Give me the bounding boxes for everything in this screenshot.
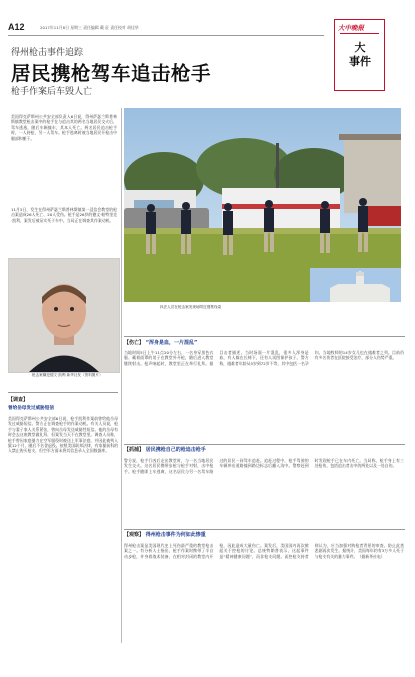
suspect-portrait xyxy=(8,258,120,373)
page-number: A12 xyxy=(8,22,25,32)
section-body-pursuit: 警方说，枪手行凶后走出教堂时，与一名当地居民发生交火。这名居民携带步枪与枪手对射，击中枪手。枪手随即上车逃离，这名居民与另一名驾车路过的居民一同驾车追赶。追赶过程中，枪手驾驶的车辆冲出道路撞到路边标志后翻入沟中。警察赶到时发现枪手已在车内死亡。当局称，枪手身上有三处枪伤，包括追击者击中的两处以及一处自伤。 xyxy=(124,458,404,474)
portrait-caption: 枪击案嫌犯德文·凯利 新华社发（资料图片） xyxy=(32,373,103,377)
kicker: 得州枪击事件追踪 xyxy=(11,48,84,58)
lead-paragraph-1: 美国得克萨斯州公共安全部负责人6日说，得州萨瑟兰斯普林斯镇教堂枪击案中的枪手在与追击其的两名当地居民交火后，驾车逃逸，随后车辆撞车，其本人死亡。两名居民追击枪手时，一人持枪，另一人驾车。枪手逃离时被当地居民开枪击中腿部和躯干。 xyxy=(11,114,117,141)
analysis-title-tag: 【观察】 xyxy=(124,532,145,538)
brand-logo: 大中晚报 xyxy=(338,24,364,32)
section-head-investigation: 曾给岳母发过威胁短信 xyxy=(8,406,54,411)
section-label: 大 事件 xyxy=(349,41,371,68)
section-title-casualties xyxy=(124,339,197,346)
casualties-head: “浑身是血，一片混乱” xyxy=(145,340,198,346)
subhead: 枪手作案后车毁人亡 xyxy=(11,87,93,97)
analysis-head: 得州枪击事件为何如此惨重 xyxy=(145,532,206,538)
column-divider xyxy=(121,108,122,643)
rule-investigation xyxy=(8,392,118,393)
person-icon xyxy=(9,259,119,372)
headline: 居民携枪驾车追击枪手 xyxy=(11,62,212,85)
crime-scene-photo xyxy=(124,108,401,302)
casualties-title-tag: 【伤亡】 xyxy=(124,340,145,346)
section-body-casualties: 当地时间5日上午11点20分左右，一名身穿黑色衣服、戴着面罩的男子在教堂外开枪，随后进入教堂继续射击。枪声响起时，教堂里正在举行礼拜。据目击者描述，当时场面一片混乱，很多人浑身是血，有人躲在长椅下，还有人试图保护孩子。警方称，遇难者年龄从5岁到72岁不等，其中包括一名孕妇。当地牧师的14岁女儿也在遇难者之列。目前仍有多名伤者在医院接受治疗，部分人伤势严重。 xyxy=(124,350,404,366)
section-body-analysis: 得州枪击案是美国现代史上死伤最严重的教堂枪击案之一。有分析人士指出，枪手作案时携带了半自动步枪，并身着战术装备，在相对封闭的教堂内开枪，因此造成大量伤亡。案发后，美国国内再次掀起关于控枪的讨论。总统特朗普表示，这起事件是“精神健康问题”，而非枪支问题。而控枪支持者则认为，应当加强对购枪者背景的审查，防止此类悲剧再次发生。据统计，美国每年约有3万多人死于与枪支有关的暴力事件。（据新华社电） xyxy=(124,543,404,559)
rule-analysis xyxy=(124,529,405,530)
brand-divider xyxy=(340,33,379,34)
header-rule xyxy=(8,35,324,36)
section-title-investigation: 【调查】 xyxy=(8,397,29,403)
crime-scene-illustration xyxy=(124,108,401,302)
brand-box xyxy=(334,19,385,91)
section-title-pursuit xyxy=(124,446,206,453)
page-info: 2017年11月8日 星期三 责任编辑 戴 征 责任校对 胡佳华 xyxy=(40,25,139,30)
section-title-analysis xyxy=(124,531,206,538)
pursuit-title-tag: 【抓捕】 xyxy=(124,447,145,453)
rule-pursuit xyxy=(124,444,405,445)
rule-casualties xyxy=(124,336,405,337)
photo-caption: 执法人员在枪击案发现场附近搜集线索 xyxy=(160,305,222,309)
section-body-investigation: 美国得克萨斯州公共安全部6日说，枪手凯利作案前曾给他岳母发过威胁短信。警方正在调查枪手的作案动机。有关人员说，枪手与妻子家人关系紧张，曾向岳母发送威胁性短信。他的岳母有时会去这座教堂做礼拜，但案发当天不在教堂里。调查人员称，枪手曾因家庭暴力在空军服役时被送上军事法庭，并因此被判入狱12个月，随后不名誉退役。按照美国联邦法律，有家暴前科的人禁止购买枪支，但空军方面未将其信息录入全国数据库。 xyxy=(8,416,118,454)
pursuit-head: 居民携枪自己的枪追击枪手 xyxy=(145,447,206,453)
lead-paragraph-2: 11月5日，发生在得州萨瑟兰斯普林斯镇第一浸信会教堂的枪击案造成26人死亡、20人受伤。枪手是26岁的德文·帕特里克·凯利，案发后被证实死于车中。当局正在调查其作案动机。 xyxy=(11,207,117,223)
